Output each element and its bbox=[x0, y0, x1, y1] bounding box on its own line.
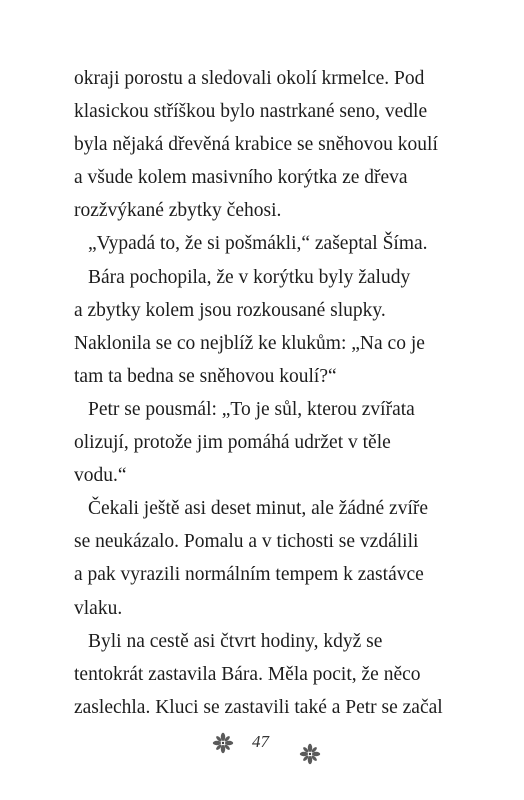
text-line: a zbytky kolem jsou rozkousané slupky. bbox=[74, 299, 386, 321]
text-line: a pak vyrazili normálním tempem k zastávce bbox=[74, 564, 424, 586]
paragraph-start-line: Bára pochopila, že v korýtku byly žaludy bbox=[88, 266, 411, 288]
text-line: okraji porostu a sledovali okolí krmelce. Pod bbox=[74, 68, 425, 89]
flower-icon bbox=[299, 743, 321, 765]
text-line: rozžvýkané zbytky čehosi. bbox=[74, 200, 282, 222]
text-line: vodu.“ bbox=[74, 465, 127, 487]
paragraph-start-line: Byli na cestě asi čtvrt hodiny, když se bbox=[88, 630, 383, 652]
body-text bbox=[74, 62, 466, 724]
text-line: Naklonila se co nejblíž ke klukům: „Na co je bbox=[74, 332, 425, 354]
text-line: tentokrát zastavila Bára. Měla pocit, že něco bbox=[74, 663, 421, 685]
page-number: 47 bbox=[252, 732, 269, 751]
text-line: vlaku. bbox=[74, 597, 123, 619]
page-footer bbox=[0, 730, 524, 770]
paragraph-start-line: „Vypadá to, že si pošmákli,“ zašeptal Šíma. bbox=[88, 233, 428, 255]
paragraph-start-line: Čekali ještě asi deset minut, ale žádné zvíře bbox=[88, 498, 429, 520]
text-line: zaslechla. Kluci se zastavili také a Petr se začal bbox=[74, 696, 443, 718]
text-line: byla nějaká dřevěná krabice se sněhovou koulí bbox=[74, 134, 438, 156]
text-line: a všude kolem masivního korýtka ze dřeva bbox=[74, 167, 408, 189]
text-line: se neukázalo. Pomalu a v tichosti se vzdálili bbox=[74, 531, 419, 553]
paragraph-start-line: Petr se pousmál: „To je sůl, kterou zvířata bbox=[88, 398, 415, 420]
flower-icon bbox=[212, 732, 234, 754]
text-line: olizují, protože jim pomáhá udržet v těle bbox=[74, 432, 391, 454]
text-line: tam ta bedna se sněhovou koulí?“ bbox=[74, 365, 337, 387]
text-line: klasickou stříškou bylo nastrkané seno, vedle bbox=[74, 101, 428, 123]
